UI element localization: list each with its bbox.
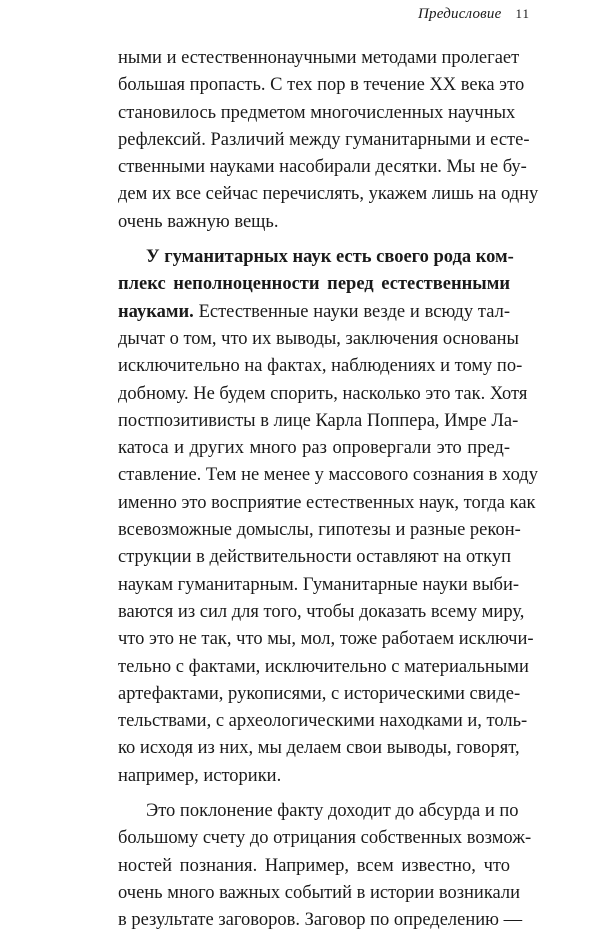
running-header: [418, 6, 530, 23]
text-line: ваются из сил для того, чтобы доказать всему миру,: [118, 601, 525, 622]
text-line: постпозитивисты в лице Карла Поппера, Имре Ла-: [118, 410, 519, 431]
text-line: ко исходя из них, мы делаем свои выводы, говорят,: [118, 738, 520, 759]
text-line-bold: У гуманитарных наук есть своего рода ком-: [146, 247, 514, 268]
paragraph-3: [118, 798, 532, 934]
text-line: тельно с фактами, исключительно с материальными: [118, 656, 529, 677]
text-line: большая пропасть. С тех пор в течение XX века это: [118, 75, 525, 96]
text-line: дем их все сейчас перечислять, укажем лишь на одну: [118, 184, 539, 205]
text-line: именно это восприятие естественных наук, тогда как: [118, 492, 536, 513]
text-line: ственными науками насобирали десятки. Мы не бу-: [118, 157, 527, 178]
text-line: катоса и других много раз опровергали это пред-: [118, 438, 510, 459]
text-line: очень важную вещь.: [118, 211, 279, 232]
text-line: ностей познания. Например, всем известно, что: [118, 855, 510, 876]
text-line: становилось предметом многочисленных научных: [118, 102, 516, 123]
text-line: рефлексий. Различий между гуманитарными и есте-: [118, 129, 530, 150]
text-line: исключительно на фактах, наблюдениях и тому по-: [118, 356, 523, 377]
text-line: ными и естественнонаучными методами пролегает: [118, 48, 520, 68]
text-line: артефактами, рукописями, с историческими свиде-: [118, 683, 521, 704]
text-line: всевозможные домыслы, гипотезы и разные рекон-: [118, 520, 521, 541]
text-line: Это поклонение факту доходит до абсурда и по: [146, 801, 519, 822]
text-line-mixed: науками. Естественные науки везде и всюду тал-: [118, 301, 510, 322]
section-title: Предисловие: [418, 6, 502, 22]
text-line: очень много важных событий в истории возникали: [118, 882, 521, 903]
page-number: 11: [515, 6, 530, 21]
text-line: добному. Не будем спорить, насколько это так. Хотя: [118, 383, 528, 404]
body-text: [118, 45, 539, 935]
paragraph-1: [118, 45, 539, 236]
paragraph-2: [118, 244, 538, 790]
text-line: что это не так, что мы, мол, тоже работаем исключи-: [118, 629, 534, 650]
text-line: дычат о том, что их выводы, заключения основаны: [118, 328, 519, 349]
text-line: например, историки.: [118, 765, 282, 786]
text-line: ставление. Тем не менее у массового сознания в ходу: [118, 465, 538, 486]
text-line-bold: плекс неполноценности перед естественными: [118, 274, 510, 295]
text-line: тельствами, с археологическими находками и, толь-: [118, 711, 528, 732]
text-line: большому счету до отрицания собственных возмож-: [118, 828, 532, 849]
text-line: в результате заговоров. Заговор по определению —: [118, 910, 523, 931]
text-line: струкции в действительности оставляют на откуп: [118, 547, 511, 568]
text-line: наукам гуманитарным. Гуманитарные науки выби-: [118, 574, 520, 595]
